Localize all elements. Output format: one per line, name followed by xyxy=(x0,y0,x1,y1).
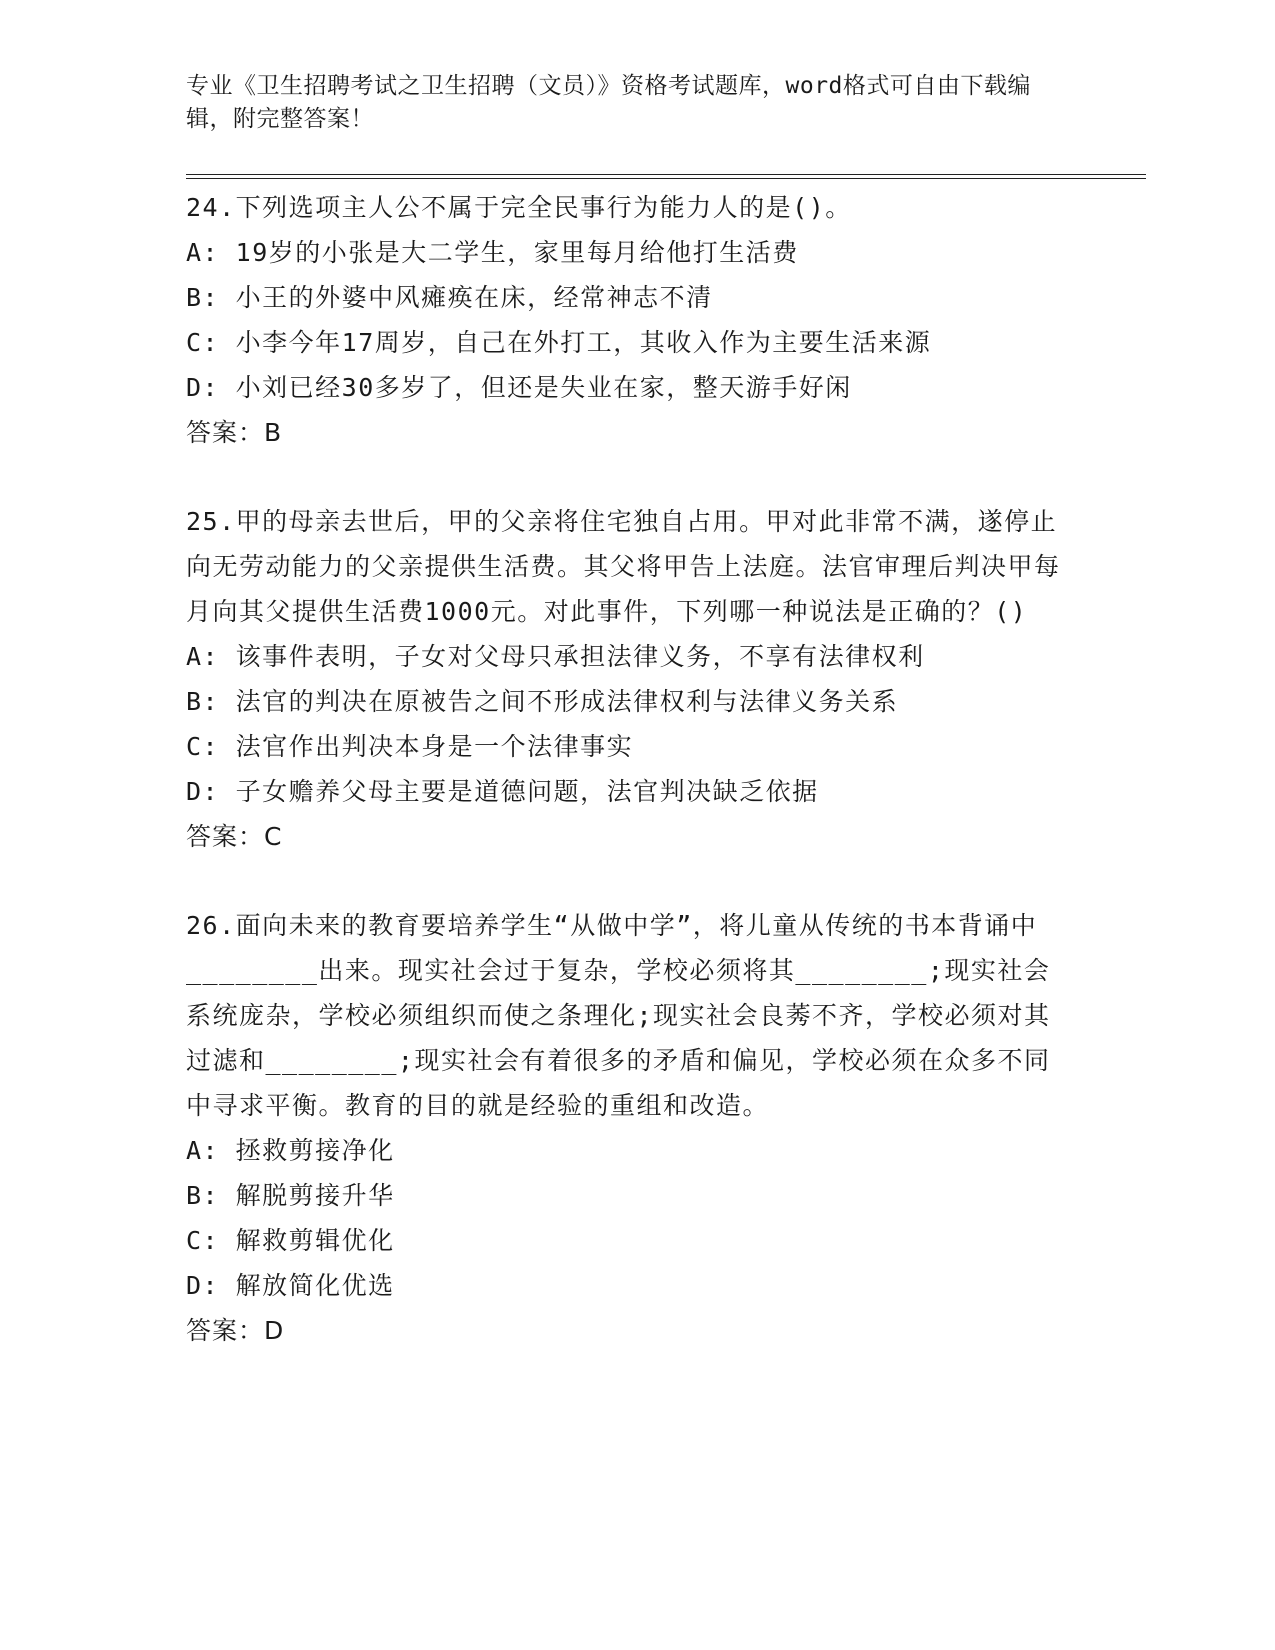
option-d: D: 小刘已经30多岁了，但还是失业在家，整天游手好闲 xyxy=(186,373,852,402)
document-page xyxy=(186,70,1146,1353)
header-divider xyxy=(186,174,1146,179)
option-a: A: 该事件表明，子女对父母只承担法律义务，不享有法律权利 xyxy=(186,642,925,671)
option-a: A: 拯救剪接净化 xyxy=(186,1136,395,1165)
option-a: A: 19岁的小张是大二学生，家里每月给他打生活费 xyxy=(186,238,799,267)
answer-line: 答案：C xyxy=(186,822,283,851)
option-b: B: 法官的判决在原被告之间不形成法律权利与法律义务关系 xyxy=(186,687,899,716)
question-24 xyxy=(186,185,1076,455)
option-c: C: 法官作出判决本身是一个法律事实 xyxy=(186,732,634,761)
document-header: 专业《卫生招聘考试之卫生招聘（文员）》资格考试题库，word格式可自由下载编辑，附完整答案！ xyxy=(186,73,1031,132)
question-25 xyxy=(186,499,1076,859)
option-c: C: 小李今年17周岁，自己在外打工，其收入作为主要生活来源 xyxy=(186,328,932,357)
question-26 xyxy=(186,903,1076,1353)
option-c: C: 解救剪辑优化 xyxy=(186,1226,395,1255)
answer-line: 答案：D xyxy=(186,1316,285,1345)
question-stem: 24.下列选项主人公不属于完全民事行为能力人的是()。 xyxy=(186,193,852,222)
option-b: B: 解脱剪接升华 xyxy=(186,1181,395,1210)
question-stem: 25.甲的母亲去世后，甲的父亲将住宅独自占用。甲对此非常不满，遂停止向无劳动能力的父亲提供生活费。其父将甲告上法庭。法官审理后判决甲每月向其父提供生活费1000元。对此事件，下列哪一种说法是正确的？() xyxy=(186,507,1061,626)
question-stem: 26.面向未来的教育要培养学生“从做中学”，将儿童从传统的书本背诵中________出来。现实社会过于复杂，学校必须将其________;现实社会系统庞杂，学校必须组织而使之条理化;现实社会良莠不齐，学校必须对其过滤和________;现实社会有着很多的矛盾和偏见，学校必须在众多不同中寻求平衡。教育的目的就是经验的重组和改造。 xyxy=(186,911,1051,1120)
answer-line: 答案：B xyxy=(186,418,283,447)
option-b: B: 小王的外婆中风瘫痪在床，经常神志不清 xyxy=(186,283,713,312)
option-d: D: 子女赡养父母主要是道德问题，法官判决缺乏依据 xyxy=(186,777,819,806)
option-d: D: 解放简化优选 xyxy=(186,1271,395,1300)
